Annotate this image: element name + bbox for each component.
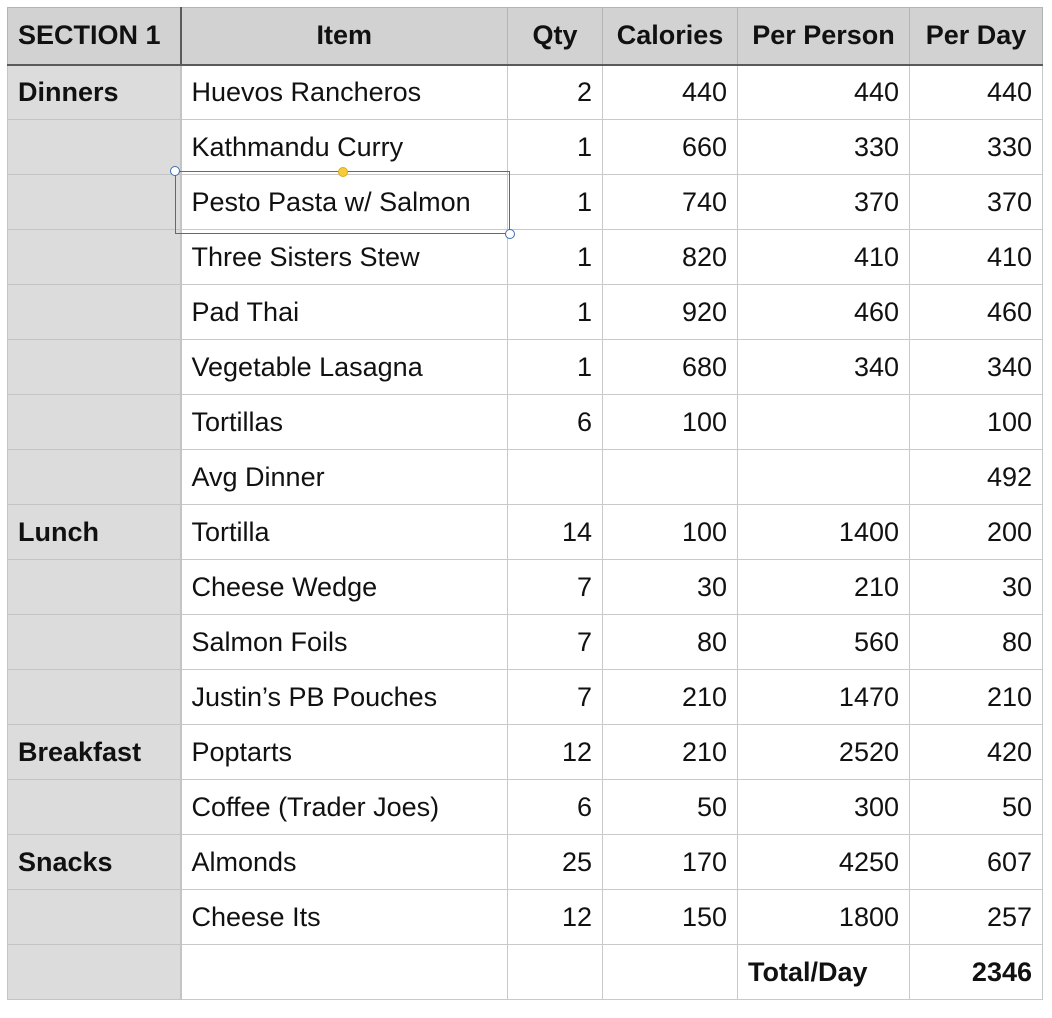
qty-cell[interactable]: 1 — [508, 285, 603, 340]
calories-cell[interactable]: 920 — [603, 285, 738, 340]
per-person-cell[interactable]: 4250 — [738, 835, 910, 890]
section-cell[interactable] — [8, 285, 181, 340]
calories-cell[interactable]: 100 — [603, 505, 738, 560]
item-cell[interactable]: Salmon Foils — [181, 615, 508, 670]
item-cell[interactable]: Vegetable Lasagna — [181, 340, 508, 395]
per-person-cell[interactable]: 300 — [738, 780, 910, 835]
calories-cell[interactable]: 440 — [603, 65, 738, 120]
section-cell[interactable] — [8, 450, 181, 505]
calories-cell[interactable] — [603, 450, 738, 505]
per-person-cell[interactable]: 330 — [738, 120, 910, 175]
qty-cell[interactable]: 1 — [508, 175, 603, 230]
item-cell[interactable]: Coffee (Trader Joes) — [181, 780, 508, 835]
calories-cell[interactable]: 820 — [603, 230, 738, 285]
item-cell[interactable]: Poptarts — [181, 725, 508, 780]
selection-handle-bottom-right[interactable] — [505, 229, 515, 239]
calories-cell[interactable]: 740 — [603, 175, 738, 230]
per-person-cell[interactable]: 410 — [738, 230, 910, 285]
per-person-cell[interactable]: 2520 — [738, 725, 910, 780]
item-cell[interactable]: Tortilla — [181, 505, 508, 560]
per-day-cell[interactable]: 257 — [910, 890, 1043, 945]
item-cell[interactable] — [181, 945, 508, 1000]
header-per-person[interactable]: Per Person — [738, 8, 910, 65]
header-section[interactable]: SECTION 1 — [8, 8, 181, 65]
section-cell[interactable] — [8, 945, 181, 1000]
qty-cell[interactable]: 2 — [508, 65, 603, 120]
header-item[interactable]: Item — [181, 8, 508, 65]
per-day-cell[interactable]: 440 — [910, 65, 1043, 120]
per-day-cell[interactable]: 492 — [910, 450, 1043, 505]
per-person-cell[interactable]: 560 — [738, 615, 910, 670]
table-row — [8, 285, 1043, 340]
total-row — [8, 945, 1043, 1000]
per-day-cell[interactable]: 420 — [910, 725, 1043, 780]
item-cell[interactable]: Pad Thai — [181, 285, 508, 340]
per-day-cell[interactable]: 100 — [910, 395, 1043, 450]
per-day-cell[interactable]: 200 — [910, 505, 1043, 560]
table-row — [8, 395, 1043, 450]
qty-cell[interactable]: 1 — [508, 120, 603, 175]
qty-cell[interactable]: 1 — [508, 230, 603, 285]
item-cell[interactable]: Huevos Rancheros — [181, 65, 508, 120]
item-cell-selected[interactable]: Pesto Pasta w/ Salmon — [181, 175, 508, 230]
table-row — [8, 560, 1043, 615]
calories-cell[interactable]: 210 — [603, 725, 738, 780]
item-cell[interactable]: Three Sisters Stew — [181, 230, 508, 285]
qty-cell[interactable]: 25 — [508, 835, 603, 890]
table-row — [8, 65, 1043, 120]
calories-cell[interactable]: 660 — [603, 120, 738, 175]
header-qty[interactable]: Qty — [508, 8, 603, 65]
per-person-cell[interactable] — [738, 450, 910, 505]
per-person-cell[interactable]: 1400 — [738, 505, 910, 560]
selection-handle-top-left[interactable] — [170, 166, 180, 176]
item-cell[interactable]: Cheese Its — [181, 890, 508, 945]
total-value[interactable]: 2346 — [910, 945, 1043, 1000]
item-cell[interactable]: Justin’s PB Pouches — [181, 670, 508, 725]
table-row — [8, 175, 1043, 230]
per-person-cell[interactable]: 210 — [738, 560, 910, 615]
per-day-cell[interactable]: 607 — [910, 835, 1043, 890]
table-row — [8, 780, 1043, 835]
per-day-cell[interactable]: 80 — [910, 615, 1043, 670]
per-person-cell[interactable]: 370 — [738, 175, 910, 230]
per-day-cell[interactable]: 330 — [910, 120, 1043, 175]
table-row — [8, 615, 1043, 670]
table-row — [8, 890, 1043, 945]
qty-cell[interactable]: 7 — [508, 615, 603, 670]
section-cell[interactable] — [8, 560, 181, 615]
per-day-cell[interactable]: 460 — [910, 285, 1043, 340]
section-cell[interactable] — [8, 175, 181, 230]
section-cell[interactable] — [8, 395, 181, 450]
item-cell[interactable]: Tortillas — [181, 395, 508, 450]
per-person-cell[interactable]: 1470 — [738, 670, 910, 725]
header-row — [8, 8, 1043, 65]
item-cell[interactable]: Avg Dinner — [181, 450, 508, 505]
qty-cell[interactable] — [508, 450, 603, 505]
calories-cell[interactable]: 170 — [603, 835, 738, 890]
header-calories[interactable]: Calories — [603, 8, 738, 65]
qty-cell[interactable]: 7 — [508, 560, 603, 615]
per-day-cell[interactable]: 30 — [910, 560, 1043, 615]
qty-cell[interactable]: 1 — [508, 340, 603, 395]
selection-handle-move[interactable] — [338, 167, 348, 177]
per-person-cell[interactable]: 1800 — [738, 890, 910, 945]
qty-cell[interactable]: 12 — [508, 725, 603, 780]
item-cell[interactable]: Kathmandu Curry — [181, 120, 508, 175]
per-day-cell[interactable]: 370 — [910, 175, 1043, 230]
calories-cell[interactable]: 210 — [603, 670, 738, 725]
per-day-cell[interactable]: 340 — [910, 340, 1043, 395]
section-cell[interactable] — [8, 230, 181, 285]
section-cell[interactable]: Dinners — [8, 65, 181, 120]
table-row — [8, 230, 1043, 285]
qty-cell[interactable]: 7 — [508, 670, 603, 725]
per-day-cell[interactable]: 210 — [910, 670, 1043, 725]
per-day-cell[interactable]: 410 — [910, 230, 1043, 285]
table-row — [8, 340, 1043, 395]
calories-cell[interactable]: 80 — [603, 615, 738, 670]
section-cell[interactable] — [8, 670, 181, 725]
calories-cell[interactable]: 680 — [603, 340, 738, 395]
section-cell[interactable] — [8, 340, 181, 395]
calories-cell[interactable]: 30 — [603, 560, 738, 615]
header-per-day[interactable]: Per Day — [910, 8, 1043, 65]
per-person-cell[interactable] — [738, 395, 910, 450]
per-person-cell[interactable]: 440 — [738, 65, 910, 120]
table-row — [8, 670, 1043, 725]
total-label[interactable]: Total/Day — [738, 945, 910, 1000]
table-row — [8, 725, 1043, 780]
per-day-cell[interactable]: 50 — [910, 780, 1043, 835]
item-cell[interactable]: Cheese Wedge — [181, 560, 508, 615]
section-cell[interactable]: Lunch — [8, 505, 181, 560]
section-cell[interactable] — [8, 890, 181, 945]
qty-cell[interactable]: 14 — [508, 505, 603, 560]
qty-cell[interactable] — [508, 945, 603, 1000]
section-cell[interactable]: Breakfast — [8, 725, 181, 780]
section-cell[interactable] — [8, 120, 181, 175]
qty-cell[interactable]: 6 — [508, 780, 603, 835]
table-row — [8, 120, 1043, 175]
section-cell[interactable] — [8, 780, 181, 835]
table-row — [8, 835, 1043, 890]
table-row — [8, 450, 1043, 505]
per-person-cell[interactable]: 460 — [738, 285, 910, 340]
table-row — [8, 505, 1043, 560]
qty-cell[interactable]: 6 — [508, 395, 603, 450]
spreadsheet-table — [7, 7, 1043, 1000]
item-cell[interactable]: Almonds — [181, 835, 508, 890]
calories-cell[interactable]: 50 — [603, 780, 738, 835]
calories-cell[interactable]: 100 — [603, 395, 738, 450]
qty-cell[interactable]: 12 — [508, 890, 603, 945]
per-person-cell[interactable]: 340 — [738, 340, 910, 395]
section-cell[interactable]: Snacks — [8, 835, 181, 890]
calories-cell[interactable]: 150 — [603, 890, 738, 945]
calories-cell[interactable] — [603, 945, 738, 1000]
section-cell[interactable] — [8, 615, 181, 670]
